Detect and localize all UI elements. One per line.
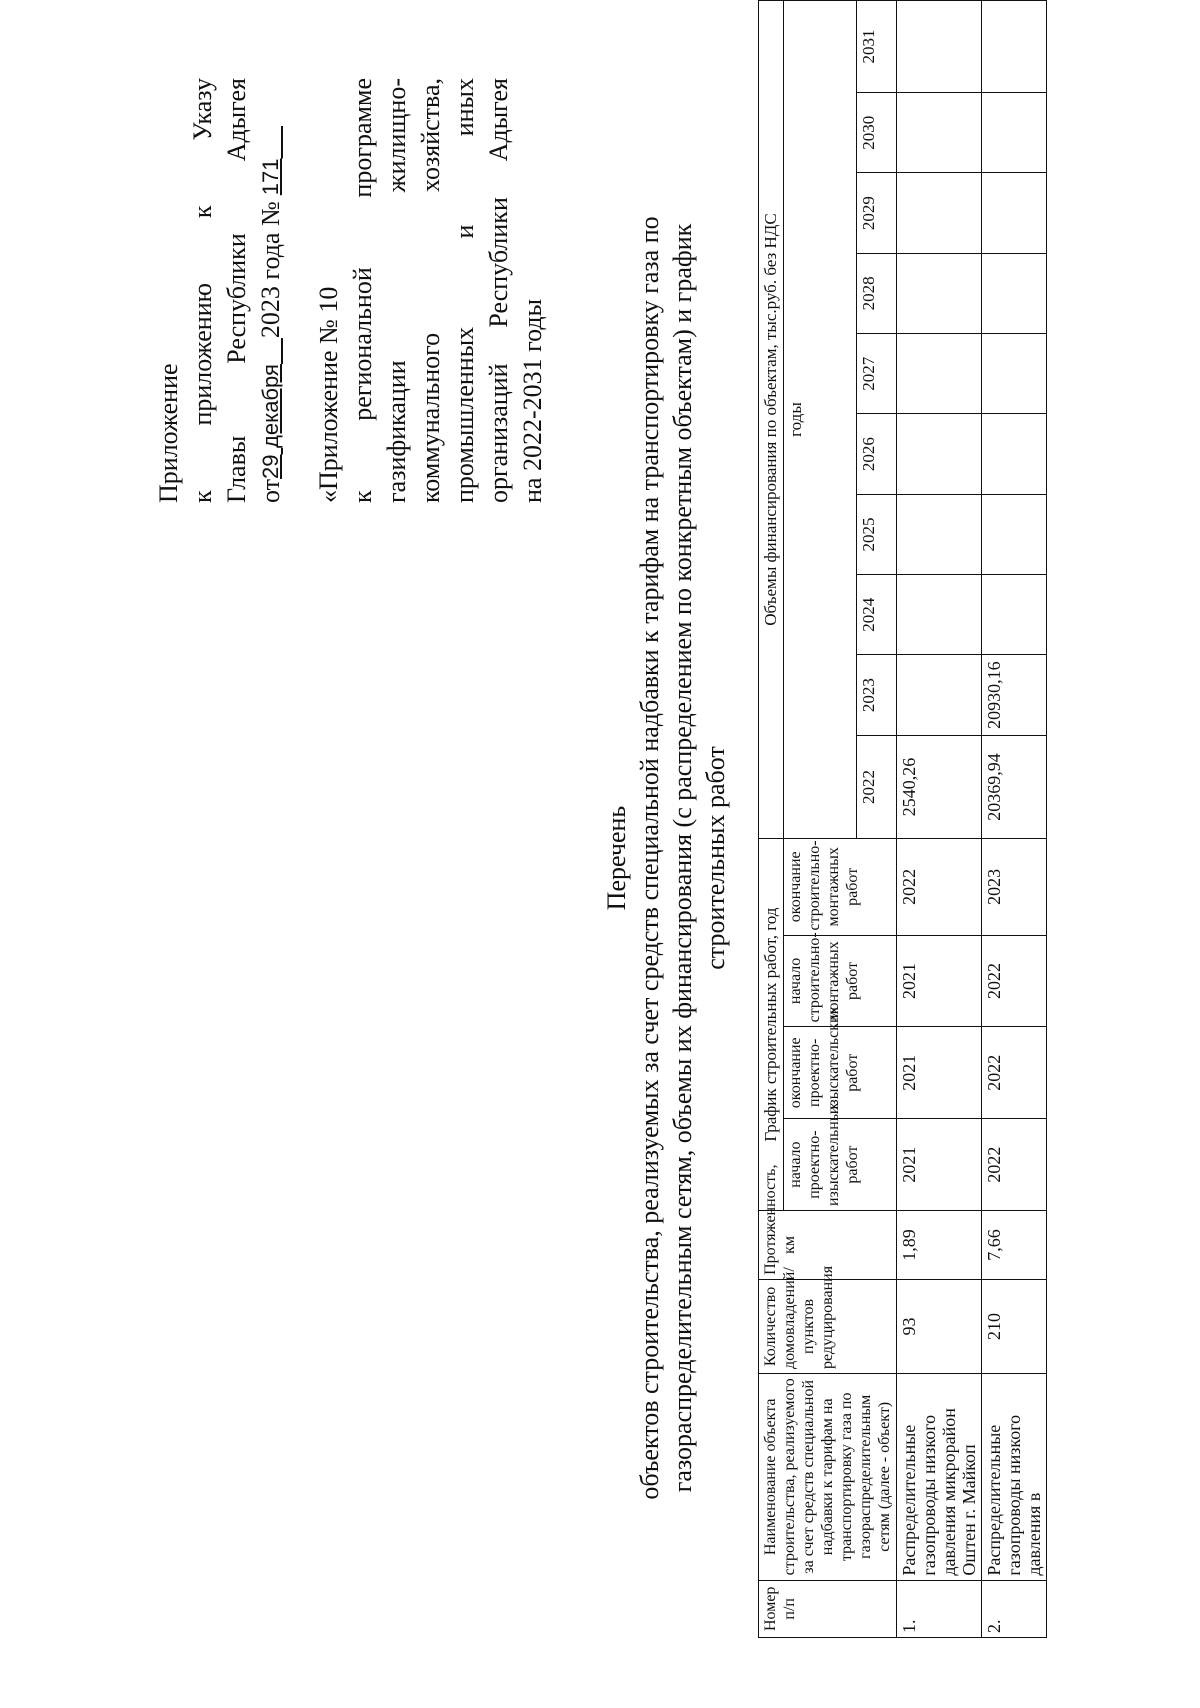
header-sched-end-build: окончание строительно-монтажных работ bbox=[784, 839, 897, 935]
header-num: Номер п/п bbox=[759, 1580, 897, 1637]
order-number: 171 bbox=[258, 158, 283, 196]
header-years-label: годы bbox=[784, 1, 857, 839]
header-finance: Объемы финансирования по объектам, тыс.руб. без НДС bbox=[759, 1, 784, 839]
date-day: 29 bbox=[258, 454, 283, 479]
header-schedule: График строительных работ, год bbox=[759, 839, 784, 1211]
cell-finance bbox=[982, 494, 1047, 574]
cell-count: 210 bbox=[982, 1279, 1047, 1373]
annex-word: к bbox=[188, 205, 217, 219]
cell-finance: 20369,94 bbox=[982, 735, 1047, 838]
annex-word: приложению bbox=[188, 282, 217, 426]
cell-schedule: 2022 bbox=[982, 1027, 1047, 1119]
cell-finance bbox=[897, 173, 982, 253]
annex10-word: Республики bbox=[484, 197, 513, 328]
cell-finance bbox=[982, 93, 1047, 173]
annex10-line bbox=[448, 78, 482, 503]
cell-finance bbox=[897, 575, 982, 655]
table-row bbox=[982, 1, 1047, 1638]
header-name: Наименование объекта строительства, реализуемого за счет средств специальной надбавки к тарифам на транспортировку газа по газораспределительным сетям (далее - объект) bbox=[759, 1374, 897, 1581]
annex10-word: к bbox=[348, 490, 377, 503]
header-sched-start-design: начало проектно-изыскательных работ bbox=[784, 1119, 897, 1211]
annex-line bbox=[186, 78, 220, 503]
header-sched-start-build: начало строительно-монтажных работ bbox=[784, 935, 897, 1027]
cell-finance: 20930,16 bbox=[982, 655, 1047, 735]
cell-finance bbox=[982, 334, 1047, 414]
header-length: Протяженность, км bbox=[759, 1211, 897, 1280]
annex10-word: Адыгея bbox=[484, 78, 513, 162]
cell-finance bbox=[982, 1, 1047, 93]
annex10-word: коммунального bbox=[416, 332, 445, 503]
title-line-1: объектов строительства, реализуемых за счет средств специальной надбавки к тарифам на транспортировку газа по bbox=[635, 216, 664, 1500]
cell-schedule: 2022 bbox=[982, 935, 1047, 1027]
annex-word: Республики bbox=[222, 233, 251, 364]
table-body bbox=[897, 1, 1047, 1638]
title-heading: Перечень bbox=[602, 805, 631, 911]
annex10-word: жилищно- bbox=[382, 78, 411, 193]
annex-word: Адыгея bbox=[222, 78, 251, 162]
date-prefix: от bbox=[256, 478, 285, 503]
cell-finance bbox=[897, 494, 982, 574]
header-year: 2024 bbox=[856, 575, 897, 655]
cell-length: 7,66 bbox=[982, 1211, 1047, 1280]
cell-finance bbox=[897, 93, 982, 173]
annex10-block bbox=[312, 78, 550, 503]
header-year: 2022 bbox=[856, 735, 897, 838]
header-year: 2026 bbox=[856, 414, 897, 494]
cell-schedule: 2022 bbox=[982, 1119, 1047, 1211]
cell-finance bbox=[982, 253, 1047, 333]
annex10-word: на 2022-2031 годы bbox=[518, 298, 547, 503]
cell-finance bbox=[982, 414, 1047, 494]
annex10-line bbox=[482, 78, 516, 503]
cell-name: Распределительные газопроводы низкого давления микрорайон Оштен г. Майкоп bbox=[897, 1374, 982, 1581]
annex-line bbox=[220, 78, 254, 503]
cell-schedule: 2021 bbox=[897, 1027, 982, 1119]
cell-finance bbox=[897, 334, 982, 414]
cell-num: 1. bbox=[897, 1580, 982, 1637]
cell-num: 2. bbox=[982, 1580, 1047, 1637]
annex10-word: и bbox=[450, 224, 479, 239]
header-year: 2029 bbox=[856, 173, 897, 253]
annex-word: к bbox=[188, 490, 217, 503]
cell-schedule: 2021 bbox=[897, 1119, 982, 1211]
cell-schedule: 2021 bbox=[897, 935, 982, 1027]
cell-finance bbox=[897, 253, 982, 333]
annex10-word: промышленных bbox=[450, 326, 479, 503]
objects-table bbox=[758, 0, 1047, 1638]
annex-date-line bbox=[254, 78, 288, 503]
header-year: 2025 bbox=[856, 494, 897, 574]
annex10-line bbox=[516, 78, 550, 503]
annex10-line bbox=[312, 78, 346, 503]
annex10-line bbox=[346, 78, 380, 503]
annex10-word: газификации bbox=[382, 360, 411, 503]
cell-finance bbox=[982, 173, 1047, 253]
header-year: 2028 bbox=[856, 253, 897, 333]
title-line-3: строительных работ bbox=[701, 746, 730, 970]
annex10-word: иных bbox=[450, 78, 479, 137]
annex10-word: «Приложение № 10 bbox=[314, 286, 343, 503]
cell-finance: 2540,26 bbox=[897, 735, 982, 838]
cell-count: 93 bbox=[897, 1279, 982, 1373]
annex10-word: хозяйства, bbox=[416, 78, 445, 193]
cell-finance bbox=[897, 414, 982, 494]
annex10-word: организаций bbox=[484, 363, 513, 503]
date-month: декабря bbox=[258, 364, 283, 448]
annex-block bbox=[152, 78, 288, 503]
header-year: 2031 bbox=[856, 1, 897, 93]
cell-length: 1,89 bbox=[897, 1211, 982, 1280]
title-line-2: газораспределительным сетям, объемы их финансирования (с распределением по конкретным объектам) и график bbox=[668, 223, 697, 1493]
cell-finance bbox=[897, 1, 982, 93]
annex10-word: региональной bbox=[348, 267, 377, 421]
header-sched-end-design: окончание проектно-изыскательских работ bbox=[784, 1027, 897, 1119]
date-year: 2023 года № bbox=[256, 201, 285, 339]
cell-name: Распределительные газопроводы низкого давления в bbox=[982, 1374, 1047, 1581]
annex-word: Указу bbox=[188, 78, 217, 141]
header-year: 2023 bbox=[856, 655, 897, 735]
cell-schedule: 2022 bbox=[897, 839, 982, 935]
cell-schedule: 2023 bbox=[982, 839, 1047, 935]
annex-line bbox=[152, 78, 186, 503]
annex10-line bbox=[380, 78, 414, 503]
annex-word: Главы bbox=[222, 435, 251, 503]
annex-word: Приложение bbox=[154, 363, 183, 503]
header-count: Количество домовладений/пунктов редуцирования bbox=[759, 1279, 897, 1373]
cell-finance bbox=[982, 575, 1047, 655]
annex10-word: программе bbox=[348, 78, 377, 198]
cell-finance bbox=[897, 655, 982, 735]
table-row bbox=[897, 1, 982, 1638]
header-year: 2027 bbox=[856, 334, 897, 414]
annex10-line bbox=[414, 78, 448, 503]
document-title bbox=[600, 88, 732, 1628]
header-year: 2030 bbox=[856, 93, 897, 173]
